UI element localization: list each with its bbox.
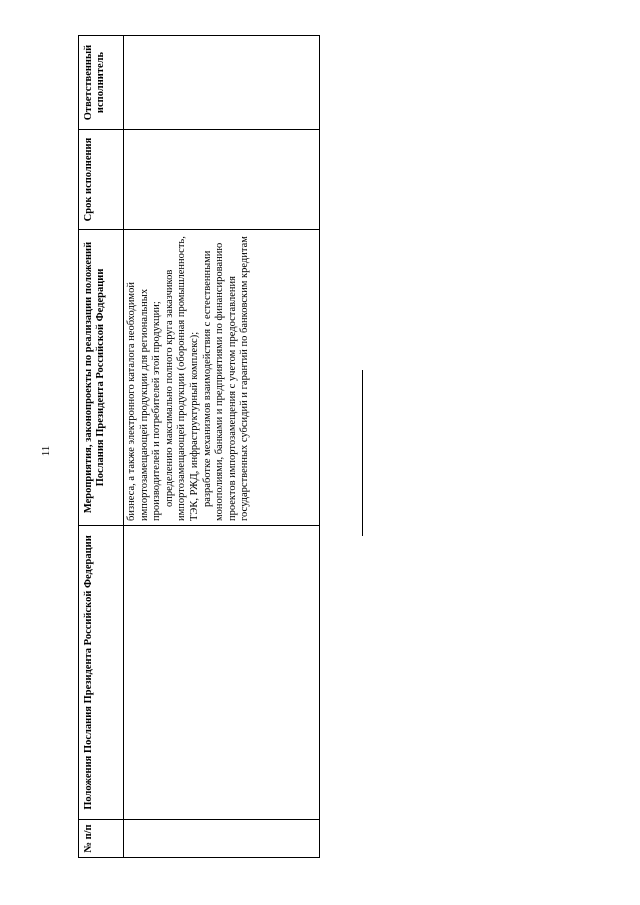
cell-number — [124, 820, 320, 858]
header-executor: Ответственный исполнитель — [79, 36, 124, 130]
cell-provision — [124, 526, 320, 820]
header-provision: Положения Послания Президента Российской Федерации — [79, 526, 124, 820]
measure-paragraph: разработке механизмов взаимодействия с естественными монополиями, банками и предприятиями по финансированию проектов импортозамещения с учетом предоставления государственных субсидий и гарантий по банковским кредитам — [201, 236, 251, 521]
header-deadline: Срок исполнения — [79, 130, 124, 230]
separator-line — [362, 370, 363, 536]
cell-measures — [124, 230, 320, 526]
measure-paragraph: определению максимально полного круга заказчиков импортозамещающей продукции (оборонная промышленность, ТЭК, РЖД, инфраструктурный комплекс); — [163, 236, 200, 521]
measure-paragraph: бизнеса, а также электронного каталога необходимой импортозамещающей продукции для региональных производителей и потребителей этой продукции; — [126, 282, 163, 521]
measures-table — [78, 35, 320, 858]
header-measures: Мероприятия, законопроекты по реализации положений Послания Президента Российской Федерации — [79, 230, 124, 526]
page-number: 11 — [40, 445, 52, 457]
cell-deadline — [124, 130, 320, 230]
header-number: № п/п — [79, 820, 124, 858]
table-header-row — [79, 36, 124, 858]
rotated-table — [78, 36, 320, 858]
table-row — [124, 36, 320, 858]
cell-executor — [124, 36, 320, 130]
